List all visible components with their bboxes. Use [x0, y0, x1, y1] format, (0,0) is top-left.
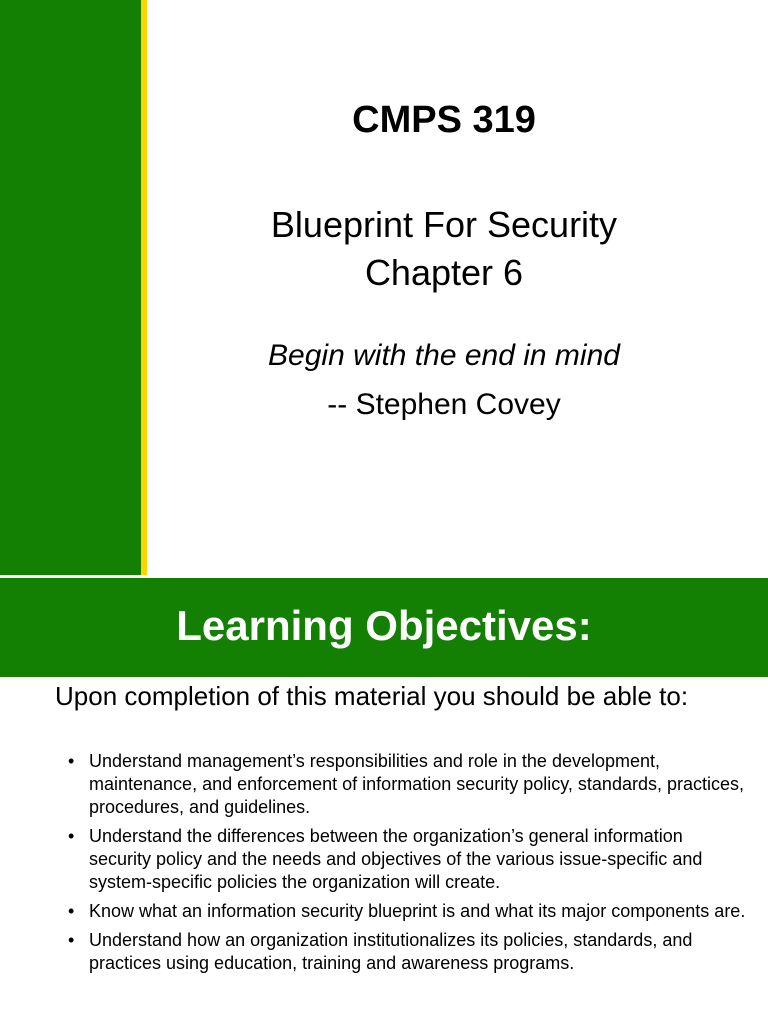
objective-text: Understand how an organization institutionalizes its policies, standards, and practices using education, training and awareness programs.: [89, 930, 693, 973]
bullet-icon: •: [68, 751, 75, 771]
objective-item: [66, 900, 746, 923]
objective-text: Understand management’s responsibilities and role in the development, maintenance, and enforcement of information security policy, standards, practices, procedures, and guidelines.: [89, 751, 744, 817]
course-code: CMPS 319: [352, 99, 536, 141]
chapter-title-line-2: Chapter 6: [364, 252, 524, 293]
quote-text: Begin with the end in mind: [268, 339, 620, 372]
objective-text: Know what an information security blueprint is and what its major components are.: [89, 901, 746, 921]
learning-objectives-slide: [0, 578, 768, 1024]
green-side-bar: [0, 0, 141, 575]
objectives-list: [66, 750, 746, 981]
bullet-icon: •: [68, 930, 75, 950]
objective-text: Understand the differences between the organization’s general information security policy and the needs and objectives of the various issue-specific and system-specific policies the organization will create.: [89, 826, 703, 892]
intro-text: Upon completion of this material you should be able to:: [55, 681, 689, 711]
chapter-title-line-1: Blueprint For Security: [270, 204, 618, 245]
slide-heading: Learning Objectives:: [176, 602, 592, 649]
bullet-icon: •: [68, 901, 75, 921]
slide-header-bar: [0, 578, 768, 677]
objective-item: [66, 750, 746, 819]
bullet-icon: •: [68, 826, 75, 846]
objective-item: [66, 929, 746, 975]
quote-author: -- Stephen Covey: [327, 388, 561, 421]
objective-item: [66, 825, 746, 894]
chapter-title: [147, 201, 741, 297]
